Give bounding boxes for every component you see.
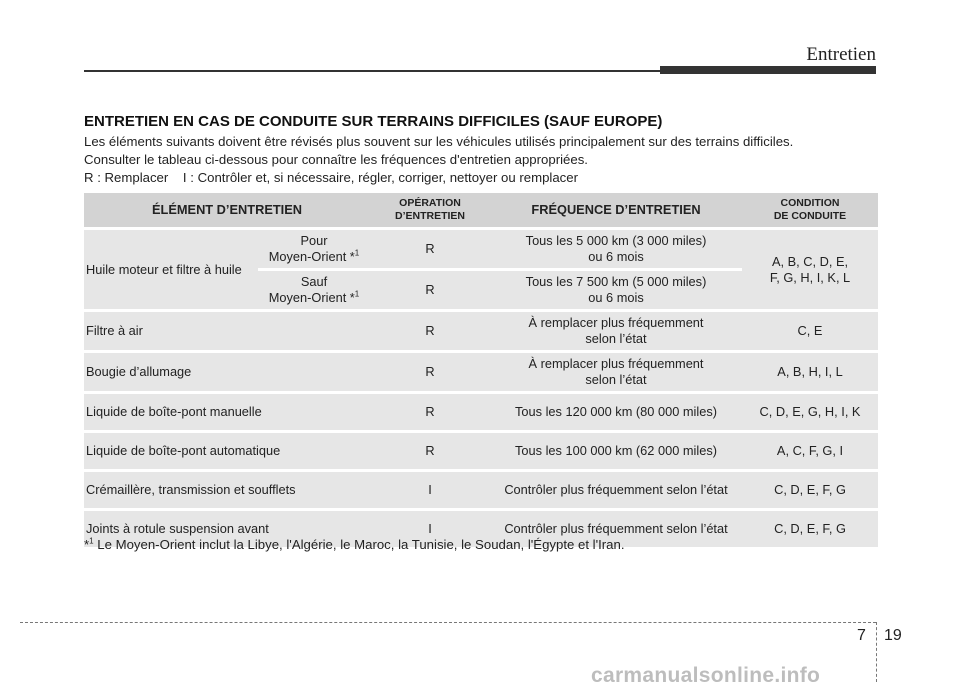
header-operation-line2: D’ENTRETIEN <box>394 210 465 222</box>
chapter-title: Entretien <box>806 44 876 65</box>
row-freq-line1: À remplacer plus fréquemment <box>528 356 704 371</box>
row-condition: A, B, H, I, L <box>742 353 878 391</box>
oil-sub1-frequency <box>490 230 742 268</box>
row-operation: I <box>370 472 490 508</box>
footnote-sup: 1 <box>89 536 94 546</box>
table-row <box>84 394 878 430</box>
oil-sub1-line2: Moyen-Orient * <box>268 249 355 264</box>
row-frequency: Tous les 100 000 km (62 000 miles) <box>490 433 742 469</box>
oil-sub1-label <box>258 230 370 268</box>
oil-sub2-label <box>258 271 370 309</box>
header-condition-line2: DE CONDUITE <box>773 210 847 222</box>
header-operation <box>370 193 490 227</box>
oil-sub1-freq1: Tous les 5 000 km (3 000 miles) <box>525 233 707 248</box>
oil-sub1-sup: 1 <box>354 248 360 258</box>
row-operation: R <box>370 394 490 430</box>
section-title: ENTRETIEN EN CAS DE CONDUITE SUR TERRAINS DIFFICILES (SAUF EUROPE) <box>84 113 663 130</box>
row-frequency: Contrôler plus fréquemment selon l’état <box>490 472 742 508</box>
header-condition <box>742 193 878 227</box>
oil-sub2-freq2: ou 6 mois <box>588 290 644 305</box>
oil-sub2-line1: Sauf <box>300 274 328 289</box>
oil-sub2-freq1: Tous les 7 500 km (5 000 miles) <box>525 274 707 289</box>
table-row <box>84 433 878 469</box>
row-frequency: Tous les 120 000 km (80 000 miles) <box>490 394 742 430</box>
row-operation: R <box>370 353 490 391</box>
table-row <box>84 312 878 350</box>
oil-sub1-freq2: ou 6 mois <box>588 249 644 264</box>
watermark: carmanualsonline.info <box>591 664 821 687</box>
header-rule <box>84 70 660 72</box>
table-header-row <box>84 193 878 227</box>
row-condition: C, D, E, G, H, I, K <box>742 394 878 430</box>
oil-item: Huile moteur et filtre à huile <box>84 230 258 309</box>
row-condition: C, D, E, F, G <box>742 472 878 508</box>
row-item: Liquide de boîte-pont manuelle <box>84 394 370 430</box>
row-item: Bougie d’allumage <box>84 353 370 391</box>
row-item: Filtre à air <box>84 312 370 350</box>
row-freq-line2: selon l’état <box>585 331 647 346</box>
footer-chapter-number: 7 <box>857 627 866 644</box>
header-item: ÉLÉMENT D’ENTRETIEN <box>84 193 370 227</box>
footnote-marker: * <box>84 537 90 552</box>
intro-line-2: Consulter le tableau ci-dessous pour connaître les fréquences d'entretien appropriées. <box>84 152 588 167</box>
intro-line-3: R : Remplacer I : Contrôler et, si nécessaire, régler, corriger, nettoyer ou remplacer <box>84 170 578 185</box>
oil-sub2-operation: R <box>370 271 490 309</box>
footer-dashed-divider <box>876 622 877 682</box>
oil-condition-line2: F, G, H, I, K, L <box>769 269 851 285</box>
oil-sub2-sup: 1 <box>354 289 360 299</box>
oil-sub1-line1: Pour <box>300 233 328 248</box>
table-row <box>84 230 878 268</box>
row-item: Crémaillère, transmission et soufflets <box>84 472 370 508</box>
row-condition: A, C, F, G, I <box>742 433 878 469</box>
row-operation: I <box>370 511 490 547</box>
row-operation: R <box>370 312 490 350</box>
header-operation-line1: OPÉRATION <box>399 197 461 209</box>
footnote <box>84 537 625 552</box>
intro-line-1: Les éléments suivants doivent être révisés plus souvent sur les véhicules utilisés principalement sur des terrains difficiles. <box>84 134 794 149</box>
footer-page-number: 19 <box>884 627 902 644</box>
maintenance-table <box>84 190 878 550</box>
header-frequency: FRÉQUENCE D’ENTRETIEN <box>490 193 742 227</box>
row-operation: R <box>370 433 490 469</box>
oil-condition <box>742 230 878 309</box>
row-freq-line1: À remplacer plus fréquemment <box>528 315 704 330</box>
row-frequency <box>490 353 742 391</box>
oil-sub2-frequency <box>490 271 742 309</box>
oil-sub2-line2: Moyen-Orient * <box>268 290 355 305</box>
header-rule-thick <box>660 66 876 74</box>
row-frequency <box>490 312 742 350</box>
oil-sub1-operation: R <box>370 230 490 268</box>
row-frequency: Contrôler plus fréquemment selon l’état <box>490 511 742 547</box>
header-condition-line1: CONDITION <box>780 197 840 209</box>
oil-condition-line1: A, B, C, D, E, <box>771 253 849 269</box>
row-condition: C, D, E, F, G <box>742 511 878 547</box>
footnote-text: Le Moyen-Orient inclut la Libye, l'Algérie, le Maroc, la Tunisie, le Soudan, l'Égypte et l'Iran. <box>93 537 625 552</box>
row-condition: C, E <box>742 312 878 350</box>
section-intro <box>84 133 884 187</box>
table-row <box>84 353 878 391</box>
row-item: Liquide de boîte-pont automatique <box>84 433 370 469</box>
row-freq-line2: selon l’état <box>585 372 647 387</box>
footer-dashed-rule <box>20 622 876 623</box>
table-row <box>84 472 878 508</box>
row-item: Joints à rotule suspension avant <box>84 511 370 547</box>
